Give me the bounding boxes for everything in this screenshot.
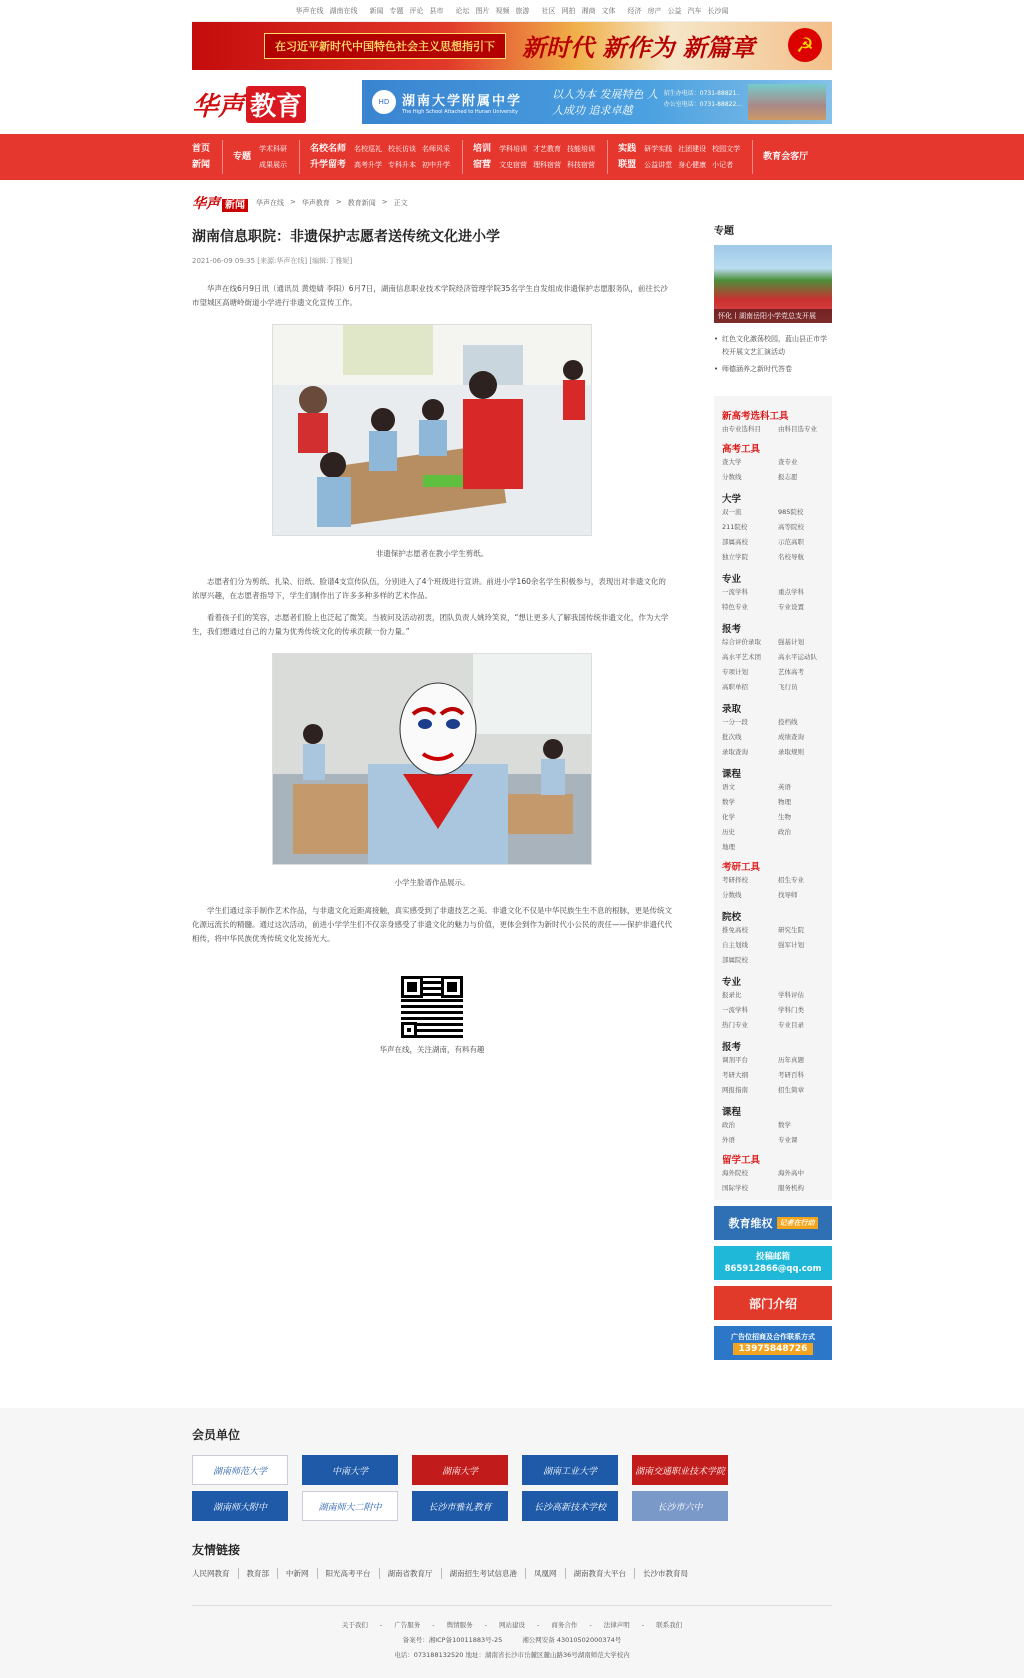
tool-links <box>722 422 824 437</box>
mail-title: 投稿邮箱 <box>755 1252 790 1262</box>
tool-link[interactable]: 学科评估 <box>778 991 804 999</box>
tool-link[interactable]: 查大学 <box>722 458 742 466</box>
top-link-group <box>628 6 729 16</box>
friend-link[interactable]: 中新网 <box>278 1568 318 1579</box>
article-meta: 2021-06-09 09:35 [来源:华声在线] [编辑:丁雅妮] <box>192 257 353 265</box>
tool-link[interactable]: 985院校 <box>778 508 804 516</box>
footer-link-separator: - <box>379 1621 383 1629</box>
police-number[interactable]: 湘公网安备 43010502000374号 <box>522 1636 622 1644</box>
nav-sub-link[interactable]: 成果展示 <box>259 161 288 169</box>
tool-link[interactable]: 示范高职 <box>778 538 804 546</box>
tool-link[interactable]: 推免高校 <box>722 926 748 934</box>
tool-link[interactable]: 成绩查询 <box>778 733 804 741</box>
nav-group <box>763 140 820 174</box>
photo-caption: 小学生脸谱作品展示。 <box>394 878 470 887</box>
nav-main-link[interactable]: 宿营 <box>473 160 492 170</box>
ad-contact-phone: 13975848726 <box>733 1343 814 1355</box>
breadcrumb-item[interactable]: 教育新闻 <box>347 199 376 207</box>
top-link[interactable]: 新闻 <box>369 6 384 15</box>
tool-link[interactable]: 由专业选科目 <box>722 425 761 433</box>
tool-link[interactable]: 化学 <box>722 813 735 821</box>
nav-group <box>192 140 223 174</box>
nav-main-link[interactable]: 教育会客厅 <box>763 152 809 162</box>
tool-link[interactable]: 双一流 <box>722 508 742 516</box>
topic-image[interactable] <box>714 245 832 323</box>
tool-links <box>722 873 824 903</box>
tool-heading: 高考工具 <box>722 444 761 455</box>
tool-link[interactable]: 热门专业 <box>722 1021 748 1029</box>
article-photo-papercut <box>272 324 592 536</box>
ad-phone-1: 招生办电话：0731-88821.. <box>663 90 741 97</box>
tool-link[interactable]: 飞行员 <box>778 683 798 691</box>
nav-sub-link[interactable]: 专科升本 <box>388 161 417 169</box>
topic-image-caption: 怀化丨湖南岳阳小学党总支开展 <box>714 309 832 323</box>
friend-link[interactable]: 教育部 <box>239 1568 279 1579</box>
tool-link[interactable]: 名校导航 <box>778 553 804 561</box>
tool-link[interactable]: 独立学院 <box>722 553 748 561</box>
tool-link[interactable]: 自主划线 <box>722 941 748 949</box>
breadcrumb-item[interactable]: 华声教育 <box>301 199 330 207</box>
breadcrumb-item: 正文 <box>393 199 408 207</box>
nav-sub-link[interactable]: 高考升学 <box>354 161 383 169</box>
tool-link[interactable]: 部属院校 <box>722 956 748 964</box>
tool-section-title: 报考 <box>722 1042 742 1053</box>
member-logo[interactable]: 湖南大学 <box>412 1455 508 1485</box>
tool-section-title: 大学 <box>722 494 742 505</box>
nav-sub-link[interactable]: 小记者 <box>712 161 734 169</box>
footer-link-separator: - <box>537 1621 540 1629</box>
tool-link[interactable]: 一分一段 <box>722 718 748 726</box>
member-logo[interactable]: 长沙高新技术学校 <box>522 1491 618 1521</box>
tool-link[interactable]: 专项计划 <box>722 668 748 676</box>
tool-section-title: 录取 <box>722 704 742 715</box>
breadcrumb <box>192 193 408 213</box>
tool-heading: 留学工具 <box>722 1155 761 1166</box>
tool-link[interactable]: 英语 <box>778 783 791 791</box>
friend-link[interactable]: 湖南教育大平台 <box>566 1568 636 1579</box>
icp-number[interactable]: 备案号：湘ICP备10011883号-25 <box>402 1636 503 1644</box>
nav-sub-link[interactable]: 名师风采 <box>422 145 451 153</box>
site-logo[interactable] <box>192 86 306 123</box>
footer <box>0 1408 1024 1678</box>
tool-link[interactable]: 历年真题 <box>778 1056 804 1064</box>
tool-link[interactable]: 数学 <box>722 798 735 806</box>
tool-links <box>722 1118 824 1148</box>
tool-link[interactable]: 综合评价录取 <box>722 638 761 646</box>
tool-links <box>722 780 824 855</box>
nav-main-link[interactable]: 联盟 <box>618 160 637 170</box>
friend-link[interactable]: 长沙市教育局 <box>643 1569 688 1578</box>
tool-links <box>722 923 824 968</box>
tool-link[interactable]: 招生简章 <box>778 1086 804 1094</box>
tool-section-title: 院校 <box>722 912 742 923</box>
nav-sub-link[interactable]: 社团建设 <box>678 145 707 153</box>
tool-link[interactable]: 历史 <box>722 828 735 836</box>
footer-link[interactable]: 商务合作 <box>551 1621 578 1629</box>
tool-links <box>722 585 824 615</box>
top-link[interactable]: 湘商 <box>581 6 596 15</box>
top-link[interactable]: 图片 <box>475 6 490 15</box>
nav-main-link[interactable]: 专题 <box>233 152 252 162</box>
nav-main-items <box>763 149 808 165</box>
tool-link[interactable]: 服务机构 <box>778 1184 804 1192</box>
tool-link[interactable]: 由科目选专业 <box>778 425 817 433</box>
member-logo[interactable]: 湖南师大二附中 <box>302 1491 398 1521</box>
qr-caption: 华声在线，关注湖南，有料有趣 <box>379 1045 485 1054</box>
tool-links <box>722 635 824 695</box>
top-link[interactable]: 经济 <box>627 6 642 15</box>
tool-link[interactable]: 找导师 <box>778 891 798 899</box>
photo-caption: 非遗保护志愿者在教小学生剪纸。 <box>375 549 489 558</box>
nav-sub-items <box>259 141 287 173</box>
tool-link[interactable]: 211院校 <box>722 523 748 531</box>
nav-main-link[interactable]: 首页 <box>192 144 211 154</box>
topic-links <box>714 333 832 376</box>
school-ad-banner[interactable] <box>362 80 832 124</box>
nav-sub-link[interactable]: 技能培训 <box>567 145 596 153</box>
top-links-bar <box>192 0 832 22</box>
nav-sub-items <box>499 141 595 173</box>
tool-link[interactable]: 调剂平台 <box>722 1056 748 1064</box>
tool-links <box>722 1053 824 1098</box>
tool-link[interactable]: 报录比 <box>722 991 742 999</box>
tool-link[interactable]: 招生专业 <box>778 876 804 884</box>
ad-school-name: 湖南大学附属中学 <box>402 93 523 109</box>
top-banner-ad[interactable] <box>192 22 832 70</box>
top-link[interactable]: 长沙闻 <box>707 6 729 15</box>
footer-link[interactable]: 网站建设 <box>499 1621 525 1629</box>
tool-link[interactable]: 录取规则 <box>778 748 804 756</box>
tool-link[interactable]: 考研择校 <box>722 876 748 884</box>
ad-phone-2: 办公室电话：0731-88822... <box>663 101 742 108</box>
member-logos <box>192 1455 832 1521</box>
nav-sub-link[interactable]: 校园文学 <box>712 145 741 153</box>
nav-main-link[interactable]: 新闻 <box>192 160 211 170</box>
top-link[interactable]: 公益 <box>667 6 682 15</box>
nav-group <box>233 140 300 174</box>
party-emblem-icon: ☭ <box>788 28 822 62</box>
tool-link[interactable]: 查专业 <box>778 458 798 466</box>
tool-link[interactable]: 一流学科 <box>722 588 748 596</box>
tool-link[interactable]: 高职单招 <box>722 683 748 691</box>
nav-sub-link[interactable]: 身心健康 <box>678 161 707 169</box>
nav-sub-link[interactable]: 学科培训 <box>499 145 528 153</box>
tool-link[interactable]: 一流学科 <box>722 1006 748 1014</box>
footer-link[interactable]: 广告服务 <box>394 1621 421 1629</box>
tool-link[interactable]: 生物 <box>778 813 791 821</box>
friend-link[interactable]: 人民网教育 <box>192 1568 239 1579</box>
friend-link[interactable]: 湖南省教育厅 <box>380 1568 442 1579</box>
ad-school-en: The High School Attached to Hunan University <box>402 108 518 115</box>
article-paragraph: 志愿者们分为剪纸、扎染、衍纸、脸谱4支宣传队伍，分别进入了4个班级进行宣讲。前进小学160余名学生积极参与，表现出对非遗文化的浓厚兴趣，在志愿者指导下，学生们制作出了许多多种多样的艺术作品。 <box>192 577 666 600</box>
tool-link[interactable]: 高等院校 <box>778 523 804 531</box>
logo-badge: 教育 <box>246 86 306 123</box>
education-rights-button[interactable] <box>714 1206 832 1240</box>
top-link-group <box>370 6 444 16</box>
tool-link[interactable]: 艺体高考 <box>778 668 804 676</box>
nav-group <box>310 140 463 174</box>
news-logo[interactable] <box>192 193 248 213</box>
tool-link[interactable]: 地理 <box>722 843 735 851</box>
nav-sub-link[interactable]: 科技宿营 <box>567 161 596 169</box>
tool-section-title: 报考 <box>722 624 742 635</box>
footer-contact: 电话：073188132520 地址：湖南省长沙市岳麓区麓山路36号湖南师范大学校内 <box>394 1651 630 1659</box>
friend-link[interactable]: 湖南招生考试信息港 <box>442 1568 527 1579</box>
top-link[interactable]: 华声在线 <box>295 6 324 15</box>
department-intro-button[interactable]: 部门介绍 <box>714 1286 832 1320</box>
tool-link[interactable]: 强军计划 <box>778 941 804 949</box>
member-logo[interactable]: 长沙市雅礼教育 <box>412 1491 508 1521</box>
tool-link[interactable]: 分数线 <box>722 891 742 899</box>
top-link[interactable]: 县市 <box>429 6 444 15</box>
nav-main-link[interactable]: 名校名师 <box>310 144 347 154</box>
footer-link[interactable]: 法律声明 <box>603 1621 630 1629</box>
tool-link[interactable]: 录取查询 <box>722 748 748 756</box>
top-link[interactable]: 评论 <box>409 6 424 15</box>
nav-sub-link[interactable]: 文史宿营 <box>499 161 528 169</box>
nav-sub-items <box>644 141 740 173</box>
tool-links <box>722 505 824 565</box>
nav-main-link[interactable]: 培训 <box>473 144 492 154</box>
tool-link[interactable]: 特色专业 <box>722 603 748 611</box>
tool-link[interactable]: 高水平艺术团 <box>722 653 761 661</box>
nav-sub-link[interactable]: 研学实践 <box>644 145 673 153</box>
rights-label: 教育维权 <box>728 1217 773 1230</box>
nav-sub-link[interactable]: 名校巡礼 <box>354 145 383 153</box>
article <box>192 226 672 1055</box>
footer-link-separator: - <box>484 1621 487 1629</box>
tool-link[interactable]: 专业课 <box>778 1136 798 1144</box>
nav-sub-link[interactable]: 才艺教育 <box>533 145 562 153</box>
tool-section-title: 专业 <box>722 574 742 585</box>
nav-main-items <box>618 141 636 173</box>
nav-sub-link[interactable]: 初中升学 <box>422 161 451 169</box>
nav-main-items <box>310 141 346 173</box>
links-heading: 友情链接 <box>192 1543 241 1557</box>
sidebar <box>714 222 832 1360</box>
footer-divider <box>192 1605 832 1606</box>
tool-link[interactable]: 考研百科 <box>778 1071 804 1079</box>
tool-link[interactable]: 网报指南 <box>722 1086 748 1094</box>
footer-link-separator: - <box>432 1621 435 1629</box>
rights-tag: 记者在行动 <box>777 1217 818 1229</box>
member-logo[interactable]: 湖南工业大学 <box>522 1455 618 1485</box>
nav-main-link[interactable]: 升学留考 <box>310 160 347 170</box>
top-link[interactable]: 专题 <box>389 6 404 15</box>
nav-main-items <box>233 149 251 165</box>
top-link[interactable]: 湖南在线 <box>329 6 358 15</box>
tool-links <box>722 455 824 485</box>
top-link[interactable]: 视频 <box>495 6 510 15</box>
tool-section-title: 课程 <box>722 1107 742 1118</box>
top-link-group <box>542 6 616 16</box>
nav-sub-link[interactable]: 公益讲堂 <box>644 161 673 169</box>
news-logo-badge: 新闻 <box>222 199 248 212</box>
article-title: 湖南信息职院：非遗保护志愿者送传统文化进小学 <box>192 229 500 245</box>
tool-link[interactable]: 政治 <box>722 1121 735 1129</box>
ad-contact-button[interactable] <box>714 1326 832 1360</box>
member-logo[interactable]: 湖南师范大学 <box>192 1455 288 1485</box>
article-paragraph: 看着孩子们的笑容，志愿者们脸上也泛起了微笑。当被问及活动初衷，团队负责人姚玲笑说，“想让更多人了解我国传统非遗文化，作为大学生，我们想通过自己的力量为优秀传统文化的传承贡献一份力量。” <box>192 613 669 636</box>
tool-links <box>722 715 824 760</box>
nav-main-link[interactable]: 实践 <box>618 144 637 154</box>
topic-heading: 专题 <box>714 226 734 237</box>
ad-contact-title: 广告位招商及合作联系方式 <box>731 1333 815 1341</box>
breadcrumb-separator-icon: > <box>335 198 342 206</box>
tool-link[interactable]: 语文 <box>722 783 735 791</box>
tool-link[interactable]: 投档线 <box>778 718 798 726</box>
top-link-group <box>296 6 358 16</box>
banner-slogan: 在习近平新时代中国特色社会主义思想指引下 <box>264 33 506 59</box>
tool-heading: 新高考选科工具 <box>722 411 789 422</box>
tool-link[interactable]: 数学 <box>778 1121 791 1129</box>
tool-link[interactable]: 强基计划 <box>778 638 804 646</box>
news-logo-script: 华声 <box>192 196 220 212</box>
tool-links <box>722 988 824 1033</box>
member-logo[interactable]: 湖南师大附中 <box>192 1491 288 1521</box>
qr-code <box>401 976 463 1038</box>
tool-link[interactable]: 高水平运动队 <box>778 653 817 661</box>
tool-link[interactable]: 物理 <box>778 798 791 806</box>
tool-link[interactable]: 专业设置 <box>778 603 804 611</box>
tool-heading: 考研工具 <box>722 862 761 873</box>
tools-panel <box>714 396 832 1200</box>
nav-sub-link[interactable]: 校长访谈 <box>388 145 417 153</box>
tool-link[interactable]: 分数线 <box>722 473 742 481</box>
tool-link[interactable]: 政治 <box>778 828 791 836</box>
top-link[interactable]: 社区 <box>541 6 556 15</box>
tool-link[interactable]: 研究生院 <box>778 926 804 934</box>
breadcrumb-separator-icon: > <box>290 198 296 206</box>
ad-motto: 以人为本 发展特色 人人成功 追求卓越 <box>552 88 659 117</box>
top-link[interactable]: 旅游 <box>515 6 530 15</box>
member-logo[interactable]: 湖南交通职业技术学院 <box>632 1455 728 1485</box>
nav-sub-link[interactable]: 理科宿营 <box>533 161 562 169</box>
school-building-image <box>748 84 826 120</box>
friend-link[interactable]: 凤凰网 <box>526 1568 566 1579</box>
nav-group <box>618 140 753 174</box>
tool-section-title: 课程 <box>722 769 742 780</box>
banner-headline: 新时代 新作为 新篇章 <box>522 33 755 62</box>
member-logo[interactable]: 长沙市六中 <box>632 1491 728 1521</box>
tool-section-title: 专业 <box>722 977 742 988</box>
article-photo-mask <box>272 653 592 865</box>
member-logo[interactable]: 中南大学 <box>302 1455 398 1485</box>
friend-links <box>192 1568 832 1579</box>
article-paragraph: 华声在线6月9日讯（通讯员 黄煌婧 李阳）6月7日，湖南信息职业技术学院经济管理学院35名学生自发组成非遗保护志愿服务队，前往长沙市望城区高塘岭街道小学进行非遗文化宣传工作。 <box>192 284 668 307</box>
article-paragraph: 学生们通过亲手制作艺术作品，与非遗文化近距离接触，真实感受到了非遗技艺之美。非遗文化不仅是中华民族生生不息的根脉，更是传统文化源远流长的精髓。通过这次活动，前进小学学生们不仅亲身感受了非遗文化的魅力与价值，更体会到作为新时代小公民的责任——保护非遗代代相传，将中华民族优秀传统文化发扬光大。 <box>192 906 672 943</box>
topic-link[interactable]: • 师德涵养之新时代答卷 <box>714 363 832 376</box>
tool-link[interactable]: 报志愿 <box>778 473 798 481</box>
tool-link[interactable]: 国际学校 <box>722 1184 748 1192</box>
mail-address: 865912866@qq.com <box>724 1264 822 1274</box>
top-link[interactable]: 房产 <box>647 6 662 15</box>
tool-link[interactable]: 重点学科 <box>778 588 804 596</box>
top-link[interactable]: 文体 <box>601 6 616 15</box>
footer-link[interactable]: 关于我们 <box>341 1621 368 1629</box>
footer-links <box>192 1618 832 1633</box>
main-nav <box>0 134 1024 180</box>
nav-sub-link[interactable]: 学术科研 <box>259 145 288 153</box>
footer-link-separator: - <box>589 1621 592 1629</box>
nav-main-items <box>192 141 210 173</box>
top-link[interactable]: 汽车 <box>687 6 702 15</box>
tool-link[interactable]: 专业目录 <box>778 1021 804 1029</box>
tool-links <box>722 1166 824 1196</box>
tool-link[interactable]: 外语 <box>722 1136 735 1144</box>
breadcrumb-item[interactable]: 华声在线 <box>256 199 284 207</box>
nav-group <box>473 140 608 174</box>
top-link[interactable]: 网拍 <box>561 6 576 15</box>
tool-link[interactable]: 部属高校 <box>722 538 748 546</box>
breadcrumb-separator-icon: > <box>381 198 388 206</box>
nav-sub-items <box>354 141 450 173</box>
tool-link[interactable]: 海外高中 <box>778 1169 804 1177</box>
nav-main-items <box>473 141 491 173</box>
tool-link[interactable]: 学科门类 <box>778 1006 804 1014</box>
tool-link[interactable]: 海外院校 <box>722 1169 748 1177</box>
members-heading: 会员单位 <box>192 1428 241 1442</box>
submission-email-button[interactable] <box>714 1246 832 1280</box>
top-link-group <box>456 6 530 16</box>
tool-link[interactable]: 考研大纲 <box>722 1071 748 1079</box>
friend-link[interactable]: 阳光高考平台 <box>318 1568 380 1579</box>
footer-link[interactable]: 联系我们 <box>656 1621 683 1629</box>
footer-link[interactable]: 舆情服务 <box>446 1621 473 1629</box>
school-emblem-icon: HD <box>372 90 396 114</box>
tool-link[interactable]: 批次线 <box>722 733 742 741</box>
footer-link-separator: - <box>641 1621 645 1629</box>
top-link[interactable]: 论坛 <box>455 6 470 15</box>
logo-script: 华声 <box>192 91 245 122</box>
topic-link[interactable]: • 红色文化激荡校园，蓝山县正市学校开展文艺汇演活动 <box>714 333 832 359</box>
ad-phones <box>664 88 742 110</box>
